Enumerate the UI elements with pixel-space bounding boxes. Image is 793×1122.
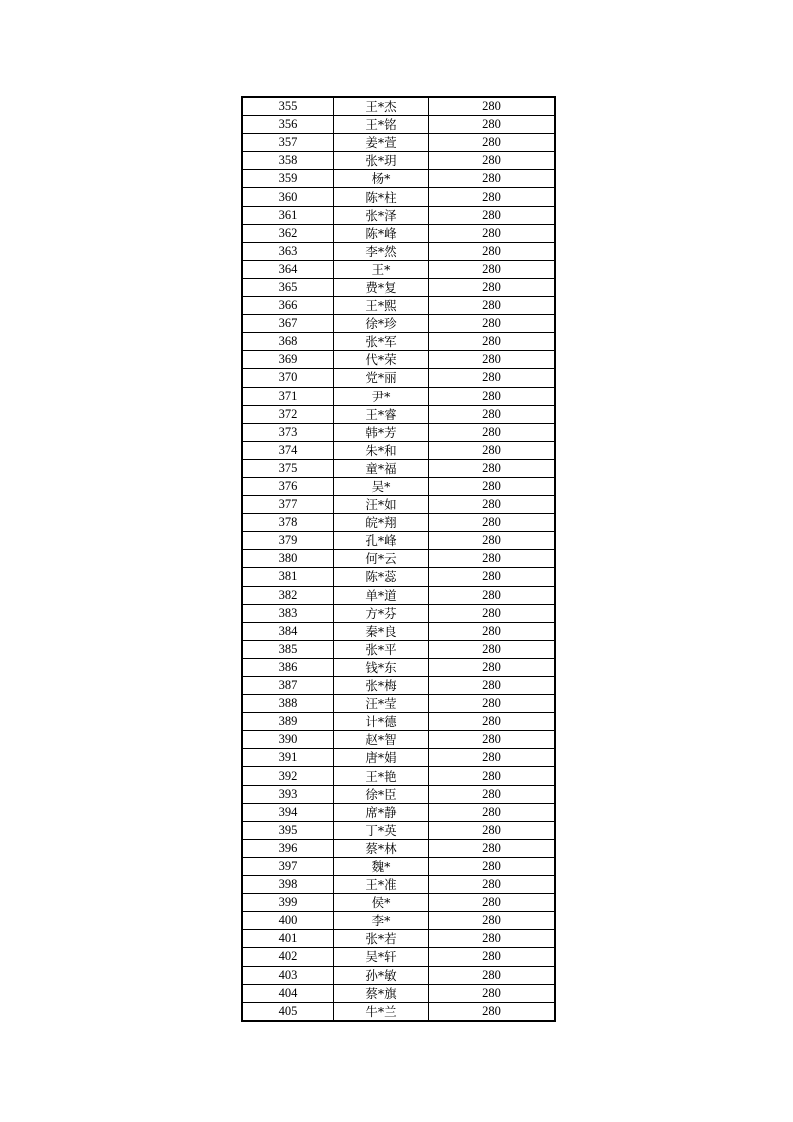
name-cell: 王*睿 — [334, 405, 429, 423]
name-cell: 皖*翔 — [334, 514, 429, 532]
row-number-cell: 391 — [242, 749, 334, 767]
row-number-cell: 403 — [242, 966, 334, 984]
name-cell: 代*荣 — [334, 351, 429, 369]
table-row — [242, 622, 555, 640]
amount-cell: 280 — [429, 405, 556, 423]
table-row — [242, 930, 555, 948]
table-row — [242, 278, 555, 296]
amount-cell: 280 — [429, 658, 556, 676]
amount-cell: 280 — [429, 930, 556, 948]
amount-cell: 280 — [429, 297, 556, 315]
amount-cell: 280 — [429, 857, 556, 875]
row-number-cell: 371 — [242, 387, 334, 405]
row-number-cell: 377 — [242, 496, 334, 514]
table-row — [242, 640, 555, 658]
name-cell: 王*熙 — [334, 297, 429, 315]
row-number-cell: 378 — [242, 514, 334, 532]
name-cell: 席*静 — [334, 803, 429, 821]
amount-cell: 280 — [429, 170, 556, 188]
name-cell: 陈*蕊 — [334, 568, 429, 586]
row-number-cell: 373 — [242, 423, 334, 441]
row-number-cell: 405 — [242, 1002, 334, 1021]
table-row — [242, 405, 555, 423]
amount-cell: 280 — [429, 387, 556, 405]
row-number-cell: 404 — [242, 984, 334, 1002]
table-row — [242, 116, 555, 134]
row-number-cell: 365 — [242, 278, 334, 296]
amount-cell: 280 — [429, 966, 556, 984]
table-row — [242, 1002, 555, 1021]
row-number-cell: 380 — [242, 550, 334, 568]
table-row — [242, 785, 555, 803]
table-row — [242, 369, 555, 387]
name-cell: 童*福 — [334, 459, 429, 477]
table-row — [242, 170, 555, 188]
amount-cell: 280 — [429, 677, 556, 695]
table-row — [242, 568, 555, 586]
table-row — [242, 894, 555, 912]
table-row — [242, 658, 555, 676]
name-cell: 陈*柱 — [334, 188, 429, 206]
amount-cell: 280 — [429, 948, 556, 966]
name-cell: 杨* — [334, 170, 429, 188]
table-row — [242, 857, 555, 875]
amount-cell: 280 — [429, 568, 556, 586]
row-number-cell: 396 — [242, 839, 334, 857]
table-row — [242, 459, 555, 477]
amount-cell: 280 — [429, 785, 556, 803]
amount-cell: 280 — [429, 260, 556, 278]
name-cell: 李*然 — [334, 242, 429, 260]
table-row — [242, 224, 555, 242]
amount-cell: 280 — [429, 767, 556, 785]
amount-cell: 280 — [429, 242, 556, 260]
amount-cell: 280 — [429, 152, 556, 170]
name-cell: 费*复 — [334, 278, 429, 296]
table-row — [242, 441, 555, 459]
row-number-cell: 398 — [242, 876, 334, 894]
table-row — [242, 351, 555, 369]
amount-cell: 280 — [429, 206, 556, 224]
name-cell: 赵*智 — [334, 731, 429, 749]
name-cell: 张*梅 — [334, 677, 429, 695]
row-number-cell: 393 — [242, 785, 334, 803]
amount-cell: 280 — [429, 894, 556, 912]
table-row — [242, 206, 555, 224]
row-number-cell: 366 — [242, 297, 334, 315]
row-number-cell: 387 — [242, 677, 334, 695]
row-number-cell: 370 — [242, 369, 334, 387]
row-number-cell: 382 — [242, 586, 334, 604]
table-row — [242, 532, 555, 550]
amount-cell: 280 — [429, 550, 556, 568]
name-cell: 王*艳 — [334, 767, 429, 785]
table-row — [242, 839, 555, 857]
name-cell: 王*铭 — [334, 116, 429, 134]
name-cell: 尹* — [334, 387, 429, 405]
table-row — [242, 876, 555, 894]
name-cell: 张*平 — [334, 640, 429, 658]
table-row — [242, 821, 555, 839]
row-number-cell: 395 — [242, 821, 334, 839]
amount-cell: 280 — [429, 532, 556, 550]
name-cell: 单*道 — [334, 586, 429, 604]
table-row — [242, 984, 555, 1002]
row-number-cell: 384 — [242, 622, 334, 640]
name-cell: 何*云 — [334, 550, 429, 568]
row-number-cell: 383 — [242, 604, 334, 622]
row-number-cell: 361 — [242, 206, 334, 224]
amount-cell: 280 — [429, 459, 556, 477]
amount-cell: 280 — [429, 821, 556, 839]
amount-cell: 280 — [429, 333, 556, 351]
row-number-cell: 402 — [242, 948, 334, 966]
table-row — [242, 677, 555, 695]
table-row — [242, 260, 555, 278]
name-cell: 韩*芳 — [334, 423, 429, 441]
row-number-cell: 359 — [242, 170, 334, 188]
row-number-cell: 357 — [242, 134, 334, 152]
amount-cell: 280 — [429, 477, 556, 495]
name-cell: 魏* — [334, 857, 429, 875]
name-cell: 张*若 — [334, 930, 429, 948]
row-number-cell: 355 — [242, 97, 334, 116]
data-table — [241, 96, 556, 1022]
amount-cell: 280 — [429, 116, 556, 134]
table-row — [242, 749, 555, 767]
name-cell: 王* — [334, 260, 429, 278]
table-row — [242, 586, 555, 604]
row-number-cell: 362 — [242, 224, 334, 242]
name-cell: 陈*峰 — [334, 224, 429, 242]
row-number-cell: 394 — [242, 803, 334, 821]
name-cell: 李* — [334, 912, 429, 930]
amount-cell: 280 — [429, 622, 556, 640]
table-row — [242, 767, 555, 785]
row-number-cell: 358 — [242, 152, 334, 170]
name-cell: 张*玥 — [334, 152, 429, 170]
row-number-cell: 381 — [242, 568, 334, 586]
name-cell: 吴*轩 — [334, 948, 429, 966]
amount-cell: 280 — [429, 604, 556, 622]
row-number-cell: 388 — [242, 695, 334, 713]
table-row — [242, 315, 555, 333]
amount-cell: 280 — [429, 749, 556, 767]
table-row — [242, 134, 555, 152]
row-number-cell: 363 — [242, 242, 334, 260]
table-row — [242, 803, 555, 821]
row-number-cell: 401 — [242, 930, 334, 948]
amount-cell: 280 — [429, 514, 556, 532]
row-number-cell: 376 — [242, 477, 334, 495]
name-cell: 蔡*林 — [334, 839, 429, 857]
table-row — [242, 496, 555, 514]
row-number-cell: 372 — [242, 405, 334, 423]
row-number-cell: 389 — [242, 713, 334, 731]
name-cell: 钱*东 — [334, 658, 429, 676]
name-cell: 王*准 — [334, 876, 429, 894]
amount-cell: 280 — [429, 496, 556, 514]
row-number-cell: 385 — [242, 640, 334, 658]
table-row — [242, 477, 555, 495]
amount-cell: 280 — [429, 351, 556, 369]
amount-cell: 280 — [429, 369, 556, 387]
name-cell: 张*泽 — [334, 206, 429, 224]
table-body — [242, 97, 555, 1021]
name-cell: 丁*英 — [334, 821, 429, 839]
name-cell: 侯* — [334, 894, 429, 912]
row-number-cell: 392 — [242, 767, 334, 785]
amount-cell: 280 — [429, 134, 556, 152]
row-number-cell: 375 — [242, 459, 334, 477]
amount-cell: 280 — [429, 876, 556, 894]
name-cell: 孙*敏 — [334, 966, 429, 984]
table-row — [242, 514, 555, 532]
name-cell: 计*德 — [334, 713, 429, 731]
amount-cell: 280 — [429, 640, 556, 658]
amount-cell: 280 — [429, 224, 556, 242]
table-row — [242, 188, 555, 206]
name-cell: 汪*莹 — [334, 695, 429, 713]
row-number-cell: 360 — [242, 188, 334, 206]
amount-cell: 280 — [429, 315, 556, 333]
amount-cell: 280 — [429, 97, 556, 116]
amount-cell: 280 — [429, 441, 556, 459]
row-number-cell: 368 — [242, 333, 334, 351]
table-row — [242, 731, 555, 749]
table-row — [242, 387, 555, 405]
amount-cell: 280 — [429, 278, 556, 296]
name-cell: 牛*兰 — [334, 1002, 429, 1021]
name-cell: 王*杰 — [334, 97, 429, 116]
name-cell: 党*丽 — [334, 369, 429, 387]
name-cell: 朱*和 — [334, 441, 429, 459]
row-number-cell: 400 — [242, 912, 334, 930]
amount-cell: 280 — [429, 695, 556, 713]
amount-cell: 280 — [429, 586, 556, 604]
table-row — [242, 912, 555, 930]
name-cell: 汪*如 — [334, 496, 429, 514]
row-number-cell: 367 — [242, 315, 334, 333]
name-cell: 蔡*旗 — [334, 984, 429, 1002]
amount-cell: 280 — [429, 713, 556, 731]
table-row — [242, 713, 555, 731]
name-cell: 张*军 — [334, 333, 429, 351]
row-number-cell: 374 — [242, 441, 334, 459]
amount-cell: 280 — [429, 803, 556, 821]
name-cell: 秦*良 — [334, 622, 429, 640]
row-number-cell: 356 — [242, 116, 334, 134]
name-cell: 吴* — [334, 477, 429, 495]
table-row — [242, 333, 555, 351]
table-row — [242, 242, 555, 260]
row-number-cell: 397 — [242, 857, 334, 875]
table-row — [242, 152, 555, 170]
name-cell: 徐*珍 — [334, 315, 429, 333]
name-cell: 徐*臣 — [334, 785, 429, 803]
amount-cell: 280 — [429, 1002, 556, 1021]
table-row — [242, 550, 555, 568]
row-number-cell: 386 — [242, 658, 334, 676]
table-row — [242, 423, 555, 441]
amount-cell: 280 — [429, 188, 556, 206]
row-number-cell: 390 — [242, 731, 334, 749]
name-cell: 方*芬 — [334, 604, 429, 622]
name-cell: 姜*萱 — [334, 134, 429, 152]
table-row — [242, 948, 555, 966]
row-number-cell: 379 — [242, 532, 334, 550]
table-row — [242, 604, 555, 622]
name-cell: 唐*娟 — [334, 749, 429, 767]
amount-cell: 280 — [429, 731, 556, 749]
row-number-cell: 399 — [242, 894, 334, 912]
table-row — [242, 297, 555, 315]
amount-cell: 280 — [429, 984, 556, 1002]
table-row — [242, 97, 555, 116]
row-number-cell: 364 — [242, 260, 334, 278]
table-row — [242, 966, 555, 984]
amount-cell: 280 — [429, 912, 556, 930]
amount-cell: 280 — [429, 839, 556, 857]
name-cell: 孔*峰 — [334, 532, 429, 550]
table-row — [242, 695, 555, 713]
amount-cell: 280 — [429, 423, 556, 441]
row-number-cell: 369 — [242, 351, 334, 369]
